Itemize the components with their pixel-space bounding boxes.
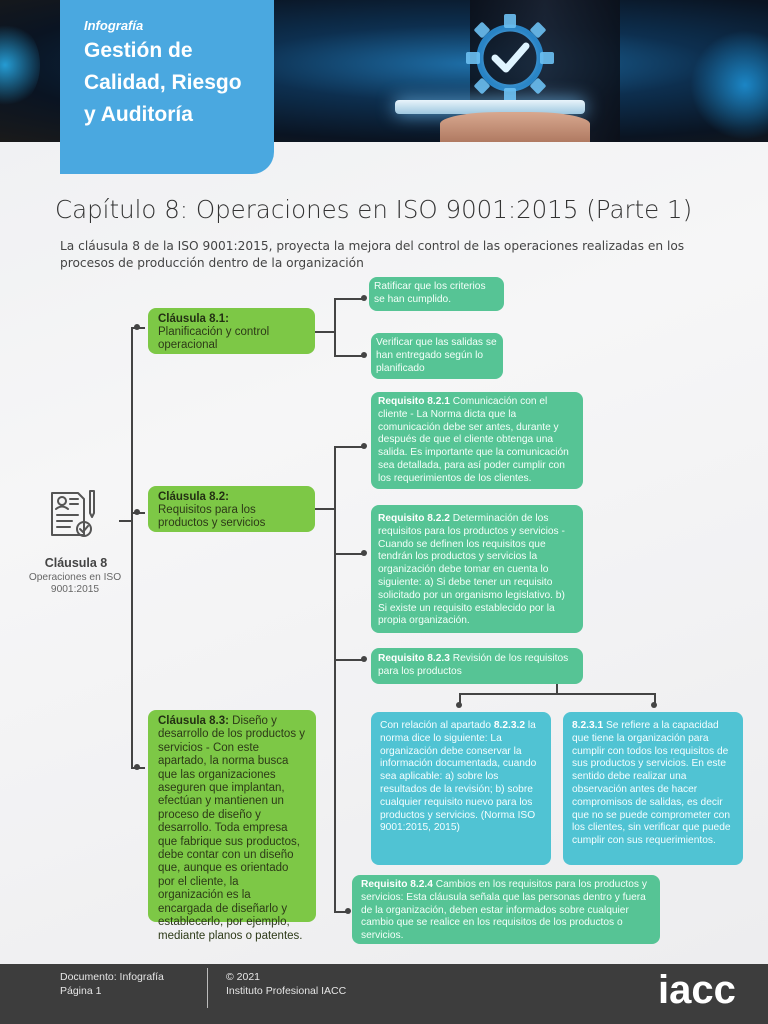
clause-8-3-text: Diseño y desarrollo de los productos y servicios - Con este apartado, la norma busca que las organizaciones aseguren que implantan, efectúan y mantienen un proceso de diseño y desarrollo. Toda empresa que fabrique sus productos, debe contar con un diseño que, aunque es orientado por el cliente, la organización es la encargada de diseñarlo y establecerlo, por ejemplo, mediante planos o patentes. [158,715,306,942]
footer [0,964,768,1024]
connector-dot [361,352,367,358]
footer-document-info [60,970,164,998]
banner-glow-left [0,20,40,110]
requirement-text: la norma dice lo siguiente: La organización debe conservar la información documentada, cuando sea aplicable: a) sobre los resultados de la revisión; b) sobre cualquier requisito nuevo para los productos y servicios. (Norma ISO 9001:2015, 2015) [380,720,537,834]
requirement-code: Requisito 8.2.1 [378,396,450,407]
connector-line [334,446,364,448]
connector-line [334,355,364,357]
quality-gear-icon [455,8,565,108]
banner-hand [440,112,590,142]
requirement-8-2-3-1 [563,712,743,865]
iacc-logo: iacc [658,968,736,1012]
course-title-line: Calidad, Riesgo [84,71,242,94]
requirement-text: Revisión de los requisitos para los productos [378,653,569,677]
clause-8-1-text: Planificación y control operacional [158,325,270,351]
requirement-code: Requisito 8.2.3 [378,653,450,664]
chapter-title: Capítulo 8: Operaciones en ISO 9001:2015 (Parte 1) [55,195,693,224]
course-title [84,35,274,131]
requirement-8-2-3 [371,648,583,684]
clause-8-2-heading: Cláusula 8.2: [158,491,229,503]
connector-dot [361,656,367,662]
connector-dot [651,702,657,708]
title-card [60,0,274,174]
clause-8-1-heading: Cláusula 8.1: [158,313,229,325]
clause-8-1-item: Ratificar que los criterios se han cumplido. [369,277,504,311]
clause-8-1-item: Verificar que las salidas se han entregado según lo planificado [371,333,503,379]
requirement-text: Con relación al apartado [380,720,494,731]
footer-copyright-info [226,970,346,998]
connector-dot [361,295,367,301]
clause-8-2-box [148,486,315,532]
connector-line [334,659,364,661]
connector-line [459,693,655,695]
connector-line [334,298,336,356]
connector-line [334,446,336,912]
root-clause-subtitle: Operaciones en ISO 9001:2015 [28,572,122,595]
clause-8-3-heading: Cláusula 8.3: [158,715,229,727]
requirement-code: Requisito 8.2.2 [378,513,450,524]
connector-line [315,331,334,333]
requirement-text: Cambios en los requisitos para los productos y servicios: Esta cláusula señala que las personas dentro y fuera de la organización, deben estar informados sobre cualquier cambio que se realice en los requisitos de los productos o servicios. [361,879,647,942]
banner-glow-right [690,30,768,140]
intro-paragraph: La cláusula 8 de la ISO 9001:2015, proyecta la mejora del control de las operaciones realizadas en los procesos de producción dentro de la organización [60,239,685,270]
connector-dot [345,908,351,914]
requirement-8-2-3-2 [371,712,551,865]
connector-dot [361,443,367,449]
connector-dot [134,324,140,330]
footer-divider [207,968,208,1008]
connector-dot [134,509,140,515]
footer-page-number: Página 1 [60,985,102,997]
connector-dot [456,702,462,708]
requirement-text: Se refiere a la capacidad que tiene la organización para cumplir con todos los requisitos de sus productos y servicios. En este sentido debe realizar una observación antes de hacer compromisos de salidas, es decir que no se puede comprometer con los clientes, sin verificar que puede cumplir con sus requerimientos. [572,720,731,847]
clause-8-2-text: Requisitos para los productos y servicios [158,503,266,529]
course-title-line: y Auditoría [84,103,193,126]
requirement-8-2-2 [371,505,583,633]
requirement-text: Determinación de los requisitos para los productos y servicios - Cuando se definen los requisitos que tendrán los productos y servicios la organización debe tomar en cuenta lo siguiente: a) Si debe tener un requisito solicitado por un organismo legislativo. b) Si existe un requisito establecido por la propia organización. [378,513,565,627]
requirement-8-2-1 [371,392,583,489]
connector-dot [361,550,367,556]
connector-line [334,553,364,555]
connector-line [315,508,334,510]
footer-institution: Instituto Profesional IACC [226,985,347,997]
clause-8-1-box [148,308,315,354]
connector-line [334,298,364,300]
connector-dot [134,764,140,770]
clause-8-3-box [148,710,316,942]
footer-copyright: © 2021 [226,971,261,983]
connector-line [131,327,133,768]
requirement-code: 8.2.3.1 [572,720,604,731]
course-title-line: Gestión de [84,39,193,62]
root-clause-title: Cláusula 8 [44,556,108,570]
requirement-code: 8.2.3.2 [493,720,525,731]
requirement-code: Requisito 8.2.4 [361,879,433,890]
footer-document-type: Documento: Infografía [60,971,164,983]
requirement-text: Comunicación con el cliente - La Norma dicta que la comunicación debe ser antes, durante y después de que el cliente obtenga una salida. Es importante que la comunicación sea detallada, para así poder cumplir con los requerimientos de los clientes. [378,396,569,484]
requirement-8-2-4 [352,875,660,944]
document-check-icon [48,487,98,541]
title-kicker: Infografía [84,18,144,33]
connector-line [119,520,131,522]
